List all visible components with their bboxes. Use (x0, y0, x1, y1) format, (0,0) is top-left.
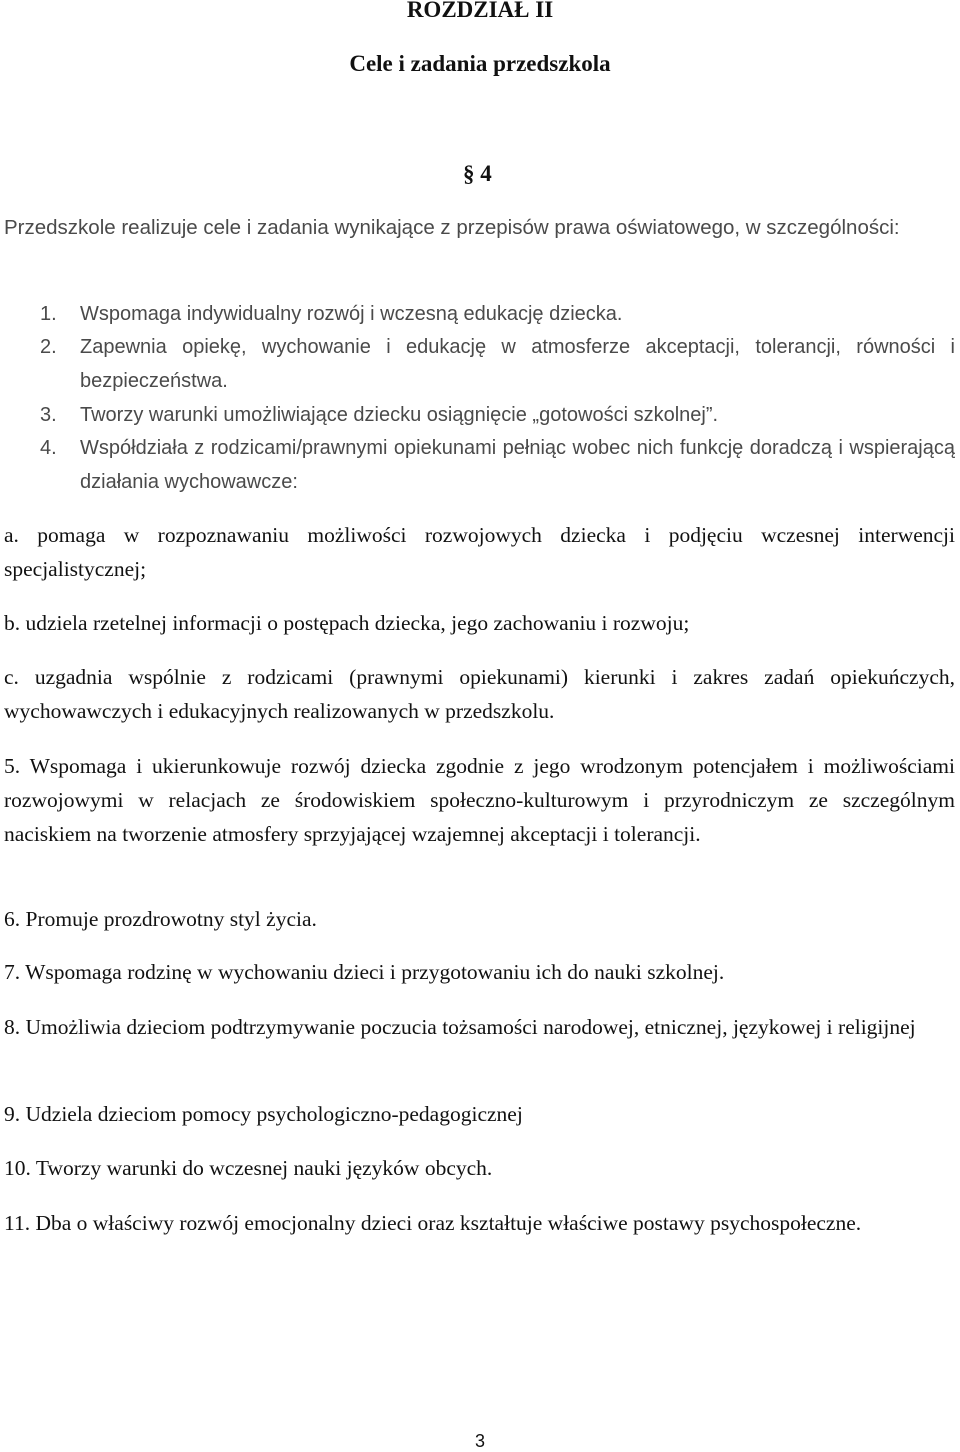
page-number: 3 (474, 1431, 485, 1451)
sub-item-b: b. udziela rzetelnej informacji o postępach dziecka, jego zachowaniu i rozwoju; (4, 611, 690, 635)
item-7: 7. Wspomaga rodzinę w wychowaniu dzieci i przygotowaniu ich do nauki szkolnej. (4, 960, 725, 984)
item-6: 6. Promuje prozdrowotny styl życia. (4, 907, 317, 931)
item-10: 10. Tworzy warunki do wczesnej nauki języków obcych. (4, 1156, 493, 1180)
sub-item-c: c. uzgadnia wspólnie z rodzicami (prawnymi opiekunami) kierunki i zakres zadań opiekuńczych, wychowawczych i edukacyjnych realizowanych w przedszkolu. (4, 665, 955, 723)
list-item (40, 431, 955, 499)
list-item-text: Współdziała z rodzicami/prawnymi opiekunami pełniąc wobec nich funkcję doradczą i wspierającą działania wychowawcze: (80, 437, 955, 493)
section-mark: § 4 (463, 161, 492, 186)
list-item (40, 297, 955, 331)
list-item-number: 3. (40, 404, 57, 426)
list-item-text: Tworzy warunki umożliwiające dziecku osiągnięcie „gotowości szkolnej”. (80, 404, 719, 426)
chapter-title: Cele i zadania przedszkola (349, 51, 611, 76)
item-5: 5. Wspomaga i ukierunkowuje rozwój dziecka zgodnie z jego wrodzonym potencjałem i możliwościami rozwojowymi w relacjach ze środowiskiem społeczno-kulturowym i przyrodniczym ze szczególnym naciskiem na tworzenie atmosfery sprzyjającej wzajemnej akceptacji i tolerancji. (4, 754, 955, 846)
item-8: 8. Umożliwia dzieciom podtrzymywanie poczucia tożsamości narodowej, etnicznej, językowej i religijnej (4, 1015, 916, 1039)
list-item-text: Wspomaga indywidualny rozwój i wczesną edukację dziecka. (80, 303, 623, 325)
item-11: 11. Dba o właściwy rozwój emocjonalny dzieci oraz kształtuje właściwe postawy psychospołeczne. (4, 1211, 862, 1235)
list-item (40, 330, 955, 398)
chapter-heading: ROZDZIAŁ II (406, 0, 554, 22)
list-item (40, 398, 955, 432)
intro-paragraph: Przedszkole realizuje cele i zadania wynikające z przepisów prawa oświatowego, w szczególności: (4, 216, 900, 239)
list-item-number: 1. (40, 303, 57, 325)
list-item-number: 4. (40, 437, 57, 459)
list-item-text: Zapewnia opiekę, wychowanie i edukację w atmosferze akceptacji, tolerancji, równości i bezpieczeństwa. (80, 336, 955, 392)
sub-item-a: a. pomaga w rozpoznawaniu możliwości rozwojowych dziecka i podjęciu wczesnej interwencji specjalistycznej; (4, 523, 955, 581)
item-9: 9. Udziela dzieciom pomocy psychologiczno-pedagogicznej (4, 1102, 523, 1126)
list-item-number: 2. (40, 336, 57, 358)
